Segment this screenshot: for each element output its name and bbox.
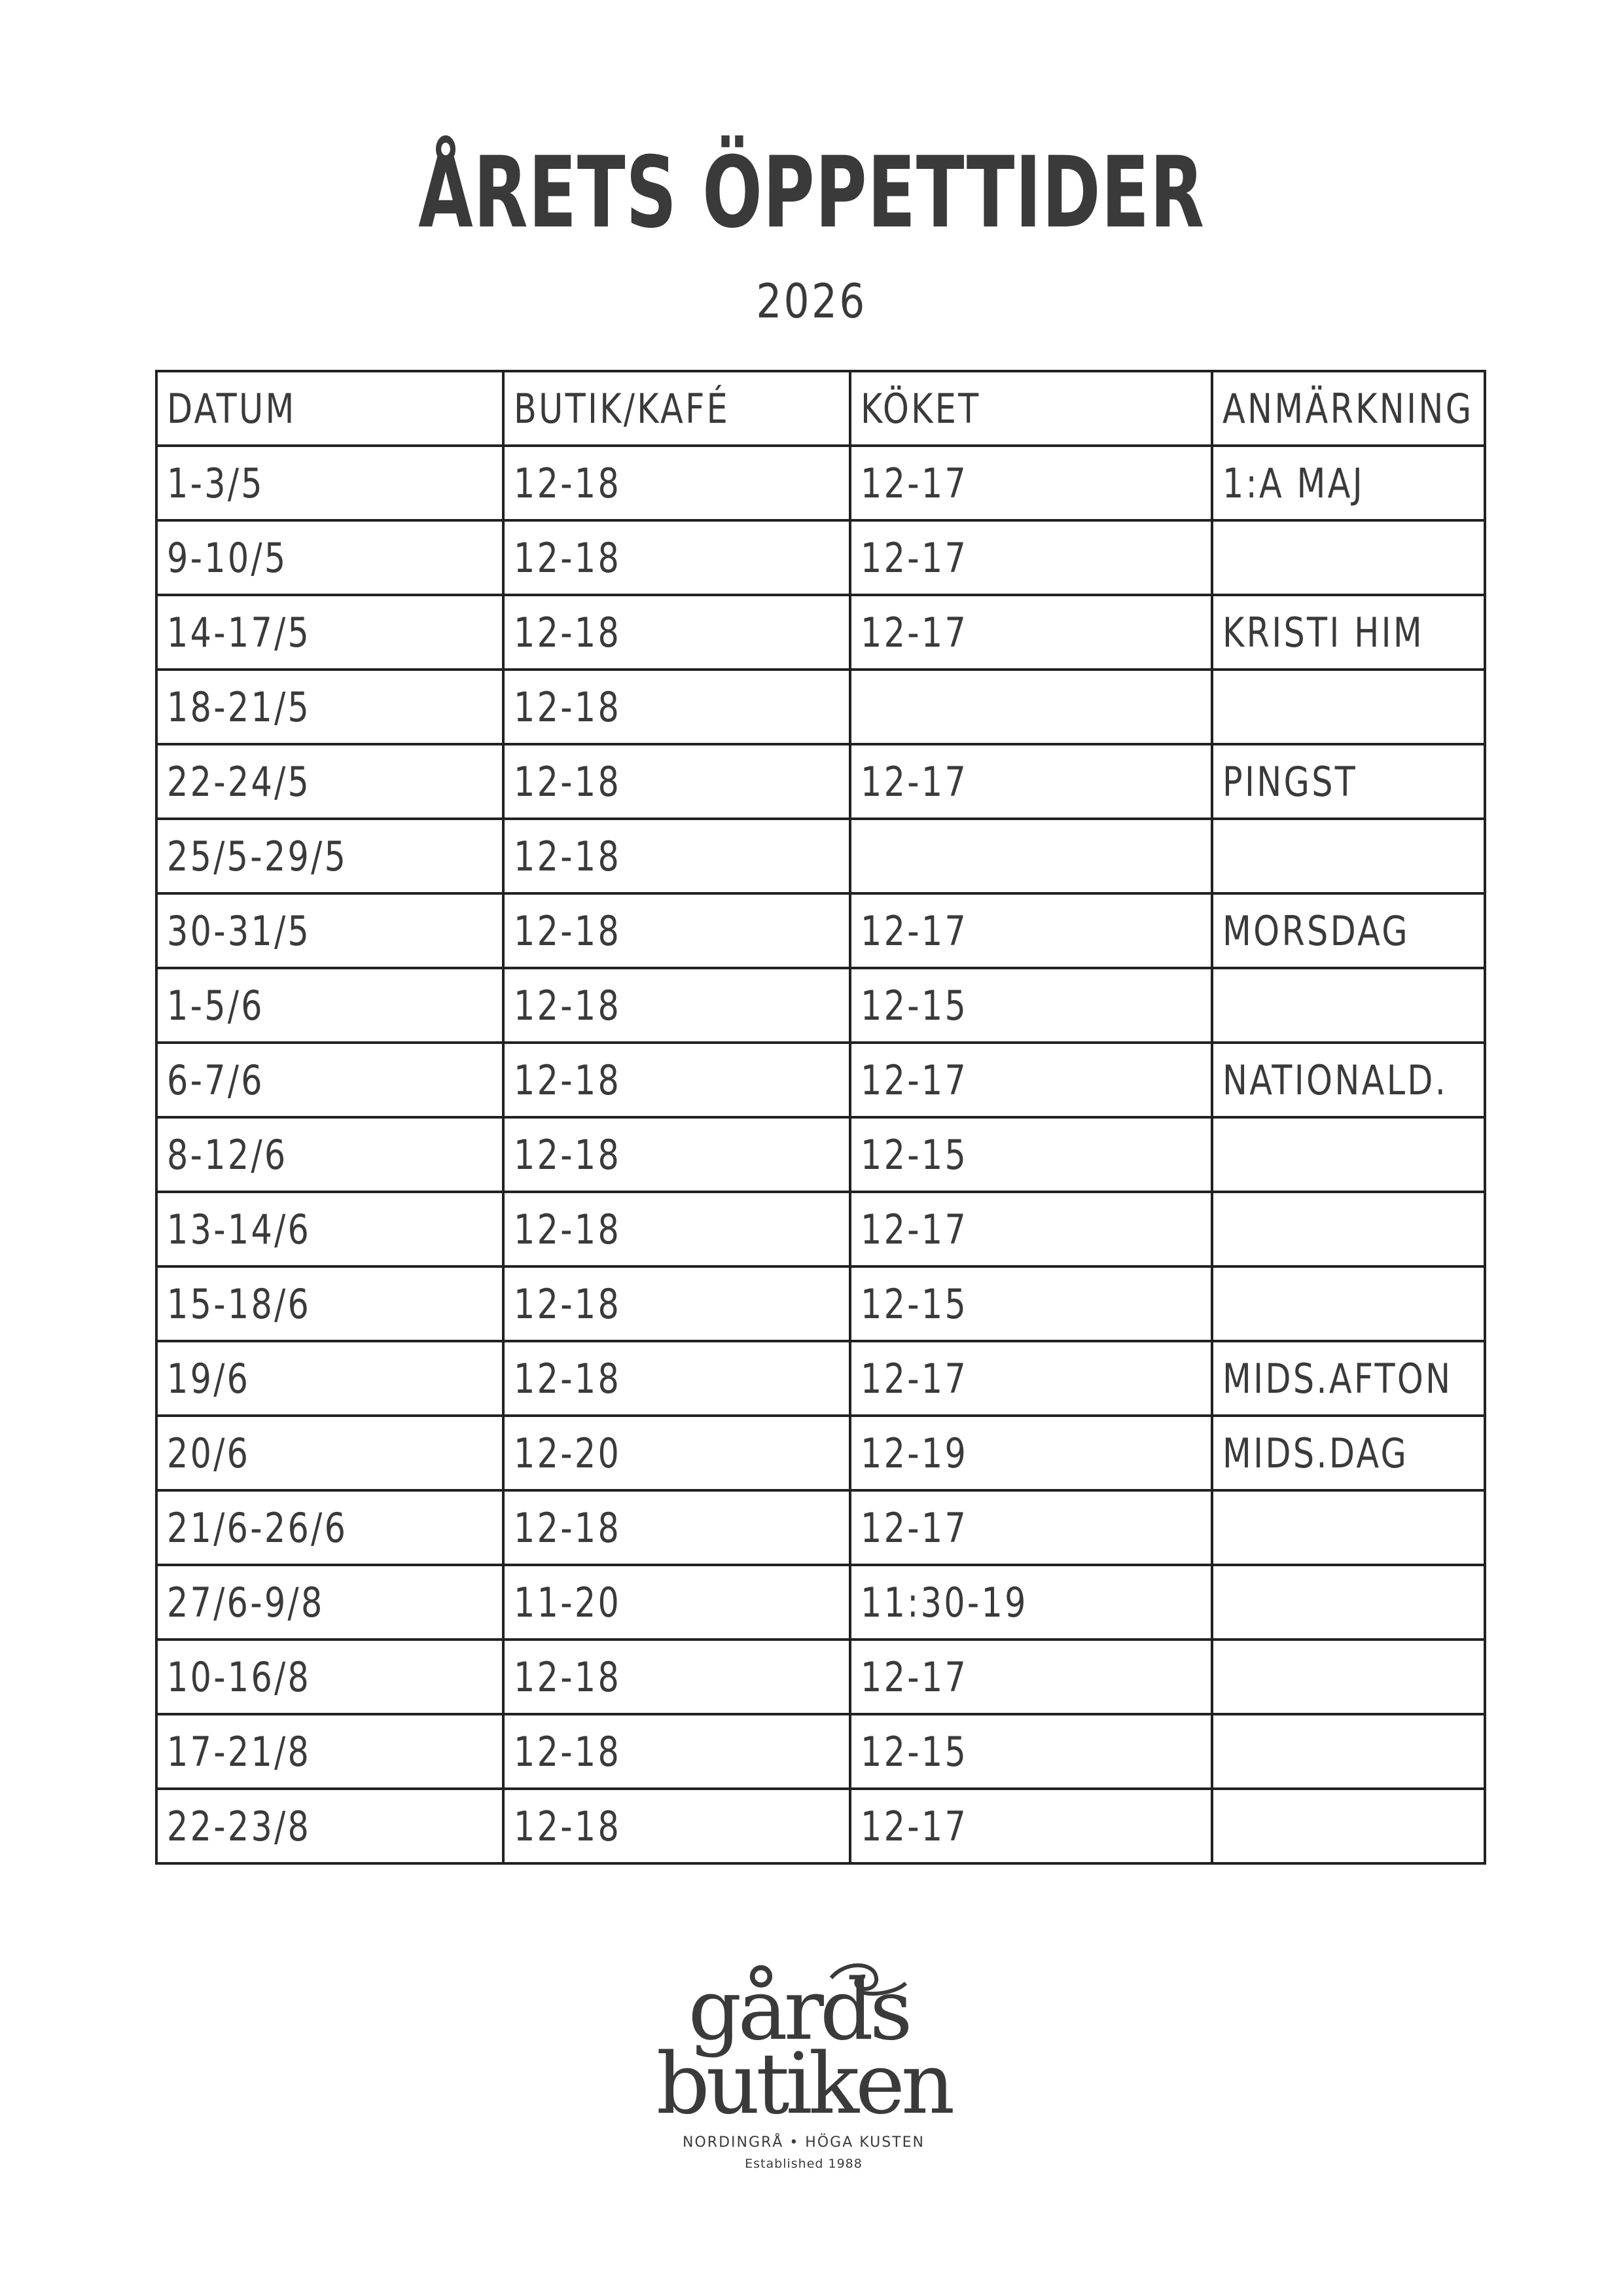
- column-header-note: ANMÄRKNING: [1212, 371, 1485, 446]
- table-row: [156, 1640, 1485, 1714]
- cell-note: [1212, 1640, 1485, 1714]
- cell-note: [1212, 1565, 1485, 1640]
- cell-date: 1-5/6: [156, 968, 503, 1043]
- table-header-row: [156, 371, 1485, 446]
- cell-kitchen: 12-15: [850, 1266, 1212, 1341]
- logo-word-1: gårds: [688, 1962, 909, 2059]
- cell-shop-cafe: 12-18: [503, 1640, 850, 1714]
- cell-shop-cafe: 12-18: [503, 1341, 850, 1416]
- cell-date: 1-3/5: [156, 446, 503, 520]
- cell-note: [1212, 1266, 1485, 1341]
- table-row: [156, 1043, 1485, 1117]
- cell-shop-cafe: 12-18: [503, 1117, 850, 1192]
- cell-shop-cafe: 12-20: [503, 1416, 850, 1490]
- cell-date: 10-16/8: [156, 1640, 503, 1714]
- cell-note: NATIONALD.: [1212, 1043, 1485, 1117]
- cell-shop-cafe: 12-18: [503, 595, 850, 670]
- cell-note: [1212, 1117, 1485, 1192]
- cell-date: 27/6-9/8: [156, 1565, 503, 1640]
- table-row: [156, 1341, 1485, 1416]
- cell-date: 22-23/8: [156, 1789, 503, 1863]
- cell-date: 30-31/5: [156, 893, 503, 968]
- table-row: [156, 670, 1485, 744]
- cell-shop-cafe: 12-18: [503, 893, 850, 968]
- cell-date: 13-14/6: [156, 1192, 503, 1266]
- cell-kitchen: 12-17: [850, 1490, 1212, 1565]
- cell-kitchen: 12-17: [850, 1043, 1212, 1117]
- cell-kitchen: 12-17: [850, 1341, 1212, 1416]
- cell-note: 1:A MAJ: [1212, 446, 1485, 520]
- cell-note: PINGST: [1212, 744, 1485, 819]
- cell-note: MIDS.DAG: [1212, 1416, 1485, 1490]
- cell-shop-cafe: 12-18: [503, 968, 850, 1043]
- cell-note: MORSDAG: [1212, 893, 1485, 968]
- cell-shop-cafe: 12-18: [503, 1714, 850, 1789]
- table-row: [156, 520, 1485, 595]
- cell-kitchen: 12-17: [850, 595, 1212, 670]
- cell-date: 22-24/5: [156, 744, 503, 819]
- logo-tagline: NORDINGRÅ • HÖGA KUSTEN: [683, 2134, 925, 2151]
- cell-date: 20/6: [156, 1416, 503, 1490]
- cell-note: KRISTI HIM: [1212, 595, 1485, 670]
- cell-kitchen: 12-17: [850, 1640, 1212, 1714]
- cell-date: 17-21/8: [156, 1714, 503, 1789]
- cell-kitchen: 12-15: [850, 1117, 1212, 1192]
- cell-note: [1212, 1789, 1485, 1863]
- table-row: [156, 1565, 1485, 1640]
- cell-note: [1212, 968, 1485, 1043]
- cell-shop-cafe: 12-18: [503, 1266, 850, 1341]
- cell-kitchen: 12-17: [850, 520, 1212, 595]
- cell-shop-cafe: 12-18: [503, 819, 850, 893]
- table-row: [156, 1416, 1485, 1490]
- table-row: [156, 744, 1485, 819]
- cell-note: MIDS.AFTON: [1212, 1341, 1485, 1416]
- table-row: [156, 1789, 1485, 1863]
- cell-date: 9-10/5: [156, 520, 503, 595]
- cell-note: [1212, 1192, 1485, 1266]
- table-row: [156, 1266, 1485, 1341]
- opening-hours-table: [155, 370, 1486, 1865]
- cell-kitchen: 11:30-19: [850, 1565, 1212, 1640]
- cell-date: 19/6: [156, 1341, 503, 1416]
- column-header-kitchen: KÖKET: [850, 371, 1212, 446]
- cell-note: [1212, 1490, 1485, 1565]
- cell-kitchen: 12-17: [850, 1192, 1212, 1266]
- cell-shop-cafe: 12-18: [503, 1490, 850, 1565]
- cell-kitchen: 12-15: [850, 1714, 1212, 1789]
- cell-shop-cafe: 12-18: [503, 1192, 850, 1266]
- table-row: [156, 1490, 1485, 1565]
- cell-shop-cafe: 12-18: [503, 1789, 850, 1863]
- cell-date: 6-7/6: [156, 1043, 503, 1117]
- page-title: ÅRETS ÖPPETTIDER: [418, 136, 1205, 250]
- cell-shop-cafe: 12-18: [503, 744, 850, 819]
- table-row: [156, 595, 1485, 670]
- cell-date: 15-18/6: [156, 1266, 503, 1341]
- cell-kitchen: 12-17: [850, 744, 1212, 819]
- cell-kitchen: 12-17: [850, 893, 1212, 968]
- table-row: [156, 1192, 1485, 1266]
- table-row: [156, 968, 1485, 1043]
- cell-shop-cafe: 12-18: [503, 446, 850, 520]
- cell-kitchen: 12-17: [850, 446, 1212, 520]
- table-row: [156, 893, 1485, 968]
- cell-kitchen: 12-15: [850, 968, 1212, 1043]
- cell-date: 14-17/5: [156, 595, 503, 670]
- table-row: [156, 1714, 1485, 1789]
- cell-date: 21/6-26/6: [156, 1490, 503, 1565]
- table-row: [156, 819, 1485, 893]
- cell-kitchen: 12-17: [850, 1789, 1212, 1863]
- cell-shop-cafe: 12-18: [503, 520, 850, 595]
- cell-shop-cafe: 11-20: [503, 1565, 850, 1640]
- cell-note: [1212, 1714, 1485, 1789]
- column-header-shop-cafe: BUTIK/KAFÉ: [503, 371, 850, 446]
- column-header-date: DATUM: [156, 371, 503, 446]
- table-row: [156, 1117, 1485, 1192]
- cell-kitchen: [850, 670, 1212, 744]
- cell-note: [1212, 670, 1485, 744]
- cell-kitchen: 12-19: [850, 1416, 1212, 1490]
- cell-date: 8-12/6: [156, 1117, 503, 1192]
- year-label: 2026: [756, 274, 867, 329]
- table-row: [156, 446, 1485, 520]
- cell-shop-cafe: 12-18: [503, 1043, 850, 1117]
- cell-note: [1212, 819, 1485, 893]
- cell-date: 25/5-29/5: [156, 819, 503, 893]
- cell-kitchen: [850, 819, 1212, 893]
- cell-shop-cafe: 12-18: [503, 670, 850, 744]
- gardsbutiken-logo: [615, 1957, 1008, 2193]
- logo-established: Established 1988: [745, 2157, 863, 2171]
- cell-note: [1212, 520, 1485, 595]
- cell-date: 18-21/5: [156, 670, 503, 744]
- logo-word-2: butiken: [656, 2036, 952, 2133]
